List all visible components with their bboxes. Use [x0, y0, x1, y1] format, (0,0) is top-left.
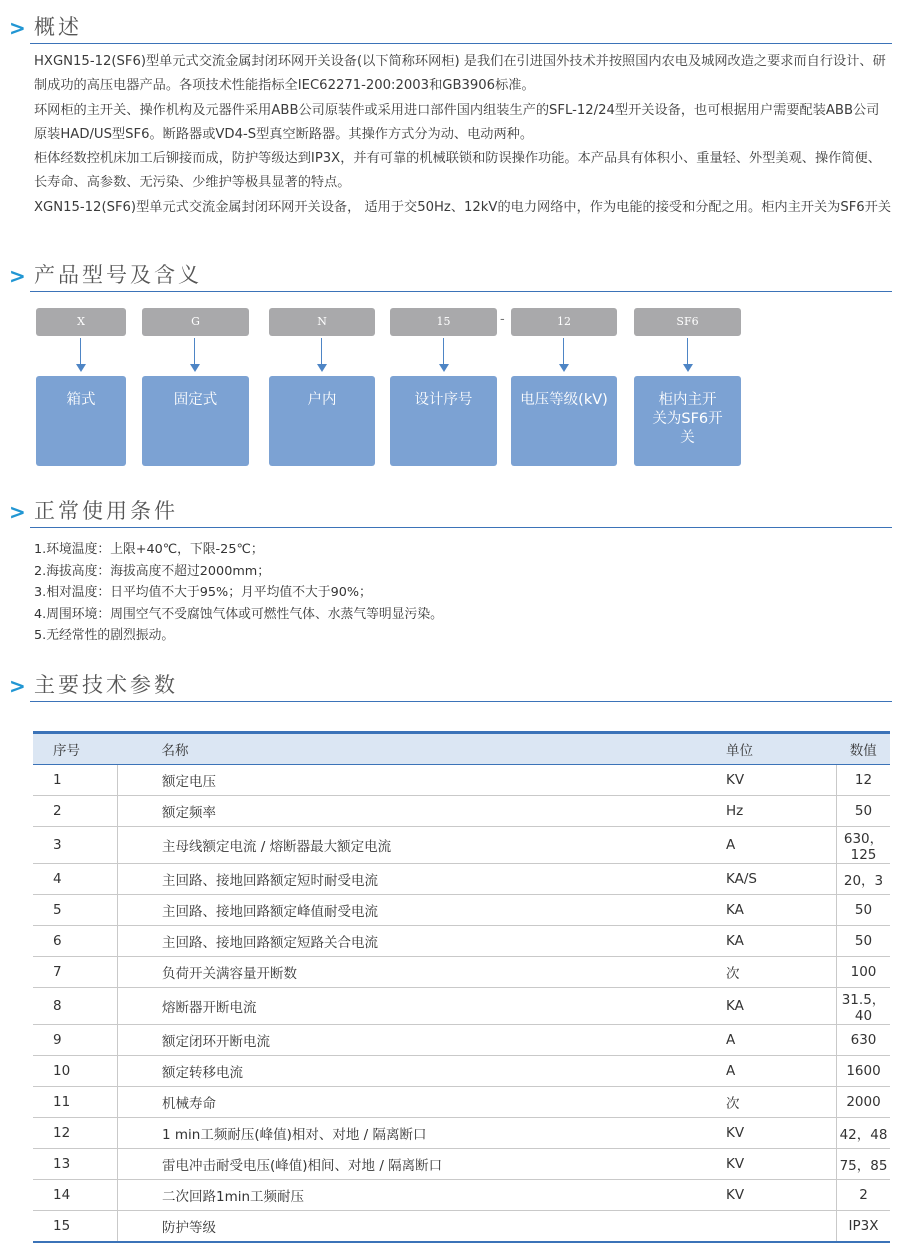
arrow-down-icon — [75, 338, 87, 374]
chevron-right-icon: > — [9, 674, 26, 698]
model-code-box: N — [269, 308, 375, 336]
model-meaning-box: 固定式 — [142, 376, 249, 466]
row-value: 12 — [837, 765, 891, 796]
model-code-box: X — [36, 308, 126, 336]
row-name: 防护等级 — [118, 1211, 711, 1243]
list-item: 4.周围环境：周围空气不受腐蚀气体或可燃性气体、水蒸气等明显污染。 — [34, 606, 443, 622]
row-value: 630，125 — [837, 827, 891, 864]
list-item: 1.环境温度：上限+40℃，下限-25℃； — [34, 542, 264, 557]
list-item: 5.无经常性的剧烈振动。 — [34, 628, 175, 643]
row-name: 额定闭环开断电流 — [118, 1025, 711, 1056]
row-no: 15 — [33, 1211, 118, 1243]
row-unit: KA — [710, 926, 837, 957]
params-table — [33, 731, 890, 1243]
model-dash: - — [500, 312, 505, 327]
model-header — [0, 258, 892, 292]
row-no: 7 — [33, 957, 118, 988]
row-unit: KA — [710, 895, 837, 926]
arrow-down-icon — [189, 338, 201, 374]
overview-title: 概述 — [34, 15, 82, 39]
chevron-right-icon: > — [9, 16, 26, 40]
row-value: 31.5，40 — [837, 988, 891, 1025]
row-unit: KV — [710, 1149, 837, 1180]
row-no: 8 — [33, 988, 118, 1025]
row-name: 熔断器开断电流 — [118, 988, 711, 1025]
table-row — [33, 1087, 890, 1118]
row-name: 主回路、接地回路额定峰值耐受电流 — [118, 895, 711, 926]
row-unit: Hz — [710, 796, 837, 827]
overview-header — [0, 10, 892, 44]
model-meaning-box: 柜内主开关为SF6开关 — [634, 376, 741, 466]
row-no: 1 — [33, 765, 118, 796]
header-name: 名称 — [118, 733, 711, 765]
row-no: 12 — [33, 1118, 118, 1149]
overview-text — [34, 50, 892, 220]
section-divider — [30, 291, 892, 292]
model-meaning-box: 户内 — [269, 376, 375, 466]
chevron-right-icon: > — [9, 264, 26, 288]
table-row — [33, 988, 890, 1025]
row-name: 主母线额定电流 / 熔断器最大额定电流 — [118, 827, 711, 864]
row-name: 负荷开关满容量开断数 — [118, 957, 711, 988]
conditions-list — [34, 539, 443, 647]
params-title: 主要技术参数 — [34, 673, 178, 697]
table-row — [33, 1149, 890, 1180]
header-no: 序号 — [33, 733, 118, 765]
arrow-down-icon — [682, 338, 694, 374]
table-row — [33, 1211, 890, 1243]
table-row — [33, 765, 890, 796]
row-unit: A — [710, 1056, 837, 1087]
table-row — [33, 827, 890, 864]
row-name: 机械寿命 — [118, 1087, 711, 1118]
model-code-box: G — [142, 308, 249, 336]
row-no: 6 — [33, 926, 118, 957]
table-row — [33, 864, 890, 895]
row-unit: KA/S — [710, 864, 837, 895]
table-row — [33, 796, 890, 827]
list-item: 2.海拔高度：海拔高度不超过2000mm； — [34, 563, 271, 579]
row-unit: A — [710, 827, 837, 864]
row-unit: 次 — [710, 957, 837, 988]
arrow-down-icon — [558, 338, 570, 374]
table-row — [33, 1025, 890, 1056]
arrow-down-icon — [438, 338, 450, 374]
section-divider — [30, 527, 892, 528]
table-row — [33, 1118, 890, 1149]
row-no: 5 — [33, 895, 118, 926]
table-row — [33, 957, 890, 988]
row-name: 额定频率 — [118, 796, 711, 827]
table-row — [33, 1056, 890, 1087]
row-unit: KV — [710, 1118, 837, 1149]
model-meaning-box: 设计序号 — [390, 376, 497, 466]
table-row — [33, 1180, 890, 1211]
row-name: 额定转移电流 — [118, 1056, 711, 1087]
row-no: 2 — [33, 796, 118, 827]
header-value: 数值 — [837, 733, 891, 765]
row-no: 11 — [33, 1087, 118, 1118]
section-divider — [30, 43, 892, 44]
row-no: 4 — [33, 864, 118, 895]
row-value: 75，85 — [837, 1149, 891, 1180]
model-meaning-box: 箱式 — [36, 376, 126, 466]
row-value: 2 — [837, 1180, 891, 1211]
row-value: 50 — [837, 926, 891, 957]
row-no: 13 — [33, 1149, 118, 1180]
overview-paragraph: HXGN15-12(SF6)型单元式交流金属封闭环网开关设备(以下简称环网柜) 是我们在引进国外技术并按照国内农电及城网改造之要求而自行设计、研制成功的高压电器产品。各项技术性能指标全IEC62271-200:2003和GB3906标准。 — [34, 54, 886, 94]
table-header-row — [33, 733, 890, 765]
row-name: 主回路、接地回路额定短时耐受电流 — [118, 864, 711, 895]
list-item: 3.相对温度：日平均值不大于95%；月平均值不大于90%； — [34, 585, 372, 600]
row-no: 14 — [33, 1180, 118, 1211]
table-row — [33, 895, 890, 926]
row-name: 二次回路1min工频耐压 — [118, 1180, 711, 1211]
model-meaning-box: 电压等级(kV) — [511, 376, 617, 466]
overview-paragraph: 环网柜的主开关、操作机构及元器件采用ABB公司原装件或采用进口部件国内组装生产的SFL-12/24型开关设备，也可根据用户需要配装ABB公司原装HAD/US型SF6。断路器或VD4-S型真空断路器。其操作方式分为动、电动两种。 — [34, 102, 880, 142]
row-no: 3 — [33, 827, 118, 864]
header-unit: 单位 — [710, 733, 837, 765]
row-value: 630 — [837, 1025, 891, 1056]
row-no: 9 — [33, 1025, 118, 1056]
model-code-box: 12 — [511, 308, 617, 336]
model-code-box: SF6 — [634, 308, 741, 336]
conditions-header — [0, 494, 892, 528]
model-title: 产品型号及含义 — [34, 263, 202, 287]
conditions-title: 正常使用条件 — [34, 499, 178, 523]
chevron-right-icon: > — [9, 500, 26, 524]
row-unit: KV — [710, 1180, 837, 1211]
table-row — [33, 926, 890, 957]
row-no: 10 — [33, 1056, 118, 1087]
arrow-down-icon — [316, 338, 328, 374]
row-unit: KA — [710, 988, 837, 1025]
row-value: 1600 — [837, 1056, 891, 1087]
row-value: 100 — [837, 957, 891, 988]
row-unit: 次 — [710, 1087, 837, 1118]
params-header — [0, 668, 892, 702]
overview-paragraph: 柜体经数控机床加工后铆接而成，防护等级达到IP3X，并有可靠的机械联锁和防误操作功能。本产品具有体积小、重量轻、外型美观、操作简便、长寿命、高参数、无污染、少维护等极具显著的特点。 — [34, 151, 881, 191]
row-value: 50 — [837, 796, 891, 827]
row-unit — [710, 1211, 837, 1243]
row-name: 额定电压 — [118, 765, 711, 796]
row-name: 主回路、接地回路额定短路关合电流 — [118, 926, 711, 957]
row-name: 雷电冲击耐受电压(峰值)相间、对地 / 隔离断口 — [118, 1149, 711, 1180]
section-divider — [30, 701, 892, 702]
row-value: 20，3 — [837, 864, 891, 895]
row-value: IP3X — [837, 1211, 891, 1243]
model-code-box: 15 — [390, 308, 497, 336]
row-unit: A — [710, 1025, 837, 1056]
row-value: 2000 — [837, 1087, 891, 1118]
overview-paragraph: XGN15-12(SF6)型单元式交流金属封闭环网开关设备， 适用于交50Hz、12kV的电力网络中，作为电能的接受和分配之用。柜内主开关为SF6开关 — [34, 199, 892, 215]
row-value: 42，48 — [837, 1118, 891, 1149]
row-unit: KV — [710, 765, 837, 796]
row-value: 50 — [837, 895, 891, 926]
row-name: 1 min工频耐压(峰值)相对、对地 / 隔离断口 — [118, 1118, 711, 1149]
